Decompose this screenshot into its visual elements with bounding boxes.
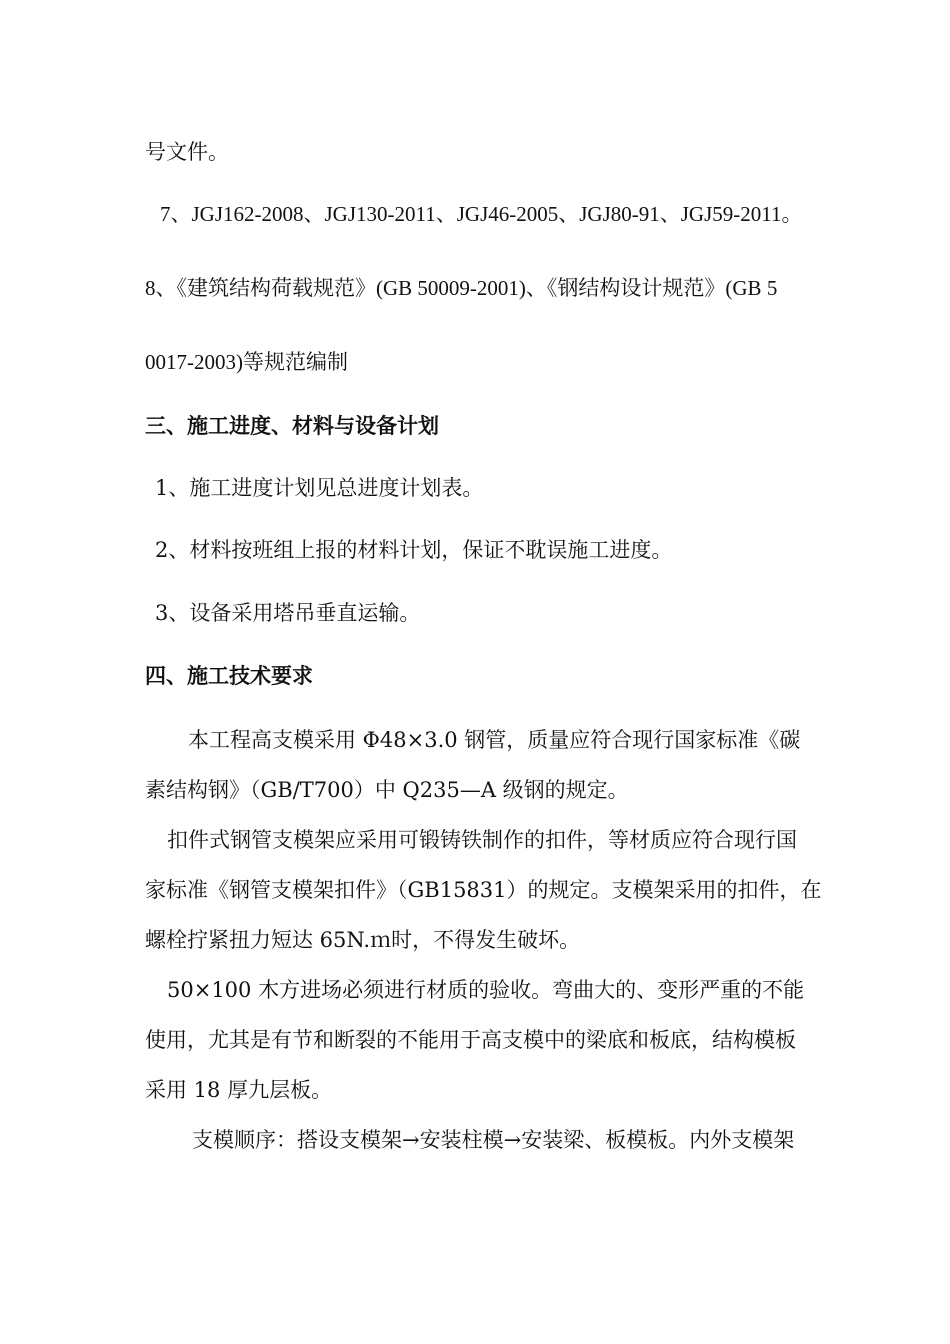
paragraph-line: 50×100 木方进场必须进行材质的验收。弯曲大的、变形严重的不能: [167, 978, 805, 1002]
paragraph-line: 家标准《钢管支模架扣件》（GB15831）的规定。支模架采用的扣件，在: [145, 878, 822, 902]
paragraph-line: 素结构钢》（GB/T700）中 Q235—A 级钢的规定。: [145, 778, 629, 802]
paragraph-line: 扣件式钢管支模架应采用可锻铸铁制作的扣件，等材质应符合现行国: [167, 828, 797, 852]
paragraph-line: 使用，尤其是有节和断裂的不能用于高支模中的梁底和板底，结构模板: [145, 1028, 796, 1052]
plan-item-2: 2、材料按班组上报的材料计划，保证不耽误施工进度。: [155, 538, 673, 562]
section-heading-4: 四、施工技术要求: [145, 664, 313, 688]
section-heading-3: 三、施工进度、材料与设备计划: [145, 414, 439, 438]
paragraph-line: 螺栓拧紧扭力短达 65N.ｍ时，不得发生破坏。: [145, 928, 581, 952]
text-line-continuation: 号文件。: [145, 140, 229, 164]
paragraph-line: 采用 18 厚九层板。: [145, 1078, 333, 1102]
plan-item-1: 1、施工进度计划见总进度计划表。: [155, 476, 484, 500]
reference-item-8: 8、《建筑结构荷载规范》(GB 50009-2001)、《钢结构设计规范》(GB 5: [145, 276, 778, 300]
paragraph-line: 本工程高支模采用 Φ48×3.0 钢管，质量应符合现行国家标准《碳: [188, 728, 801, 752]
reference-item-7: 7、JGJ162-2008、JGJ130-2011、JGJ46-2005、JGJ80-91、JGJ59-2011。: [160, 202, 803, 226]
reference-item-8-continued: 0017-2003)等规范编制: [145, 350, 348, 374]
plan-item-3: 3、设备采用塔吊垂直运输。: [155, 601, 421, 625]
paragraph-line: 支模顺序：搭设支模架→安装柱模→安装梁、板模板。内外支模架: [192, 1128, 795, 1152]
